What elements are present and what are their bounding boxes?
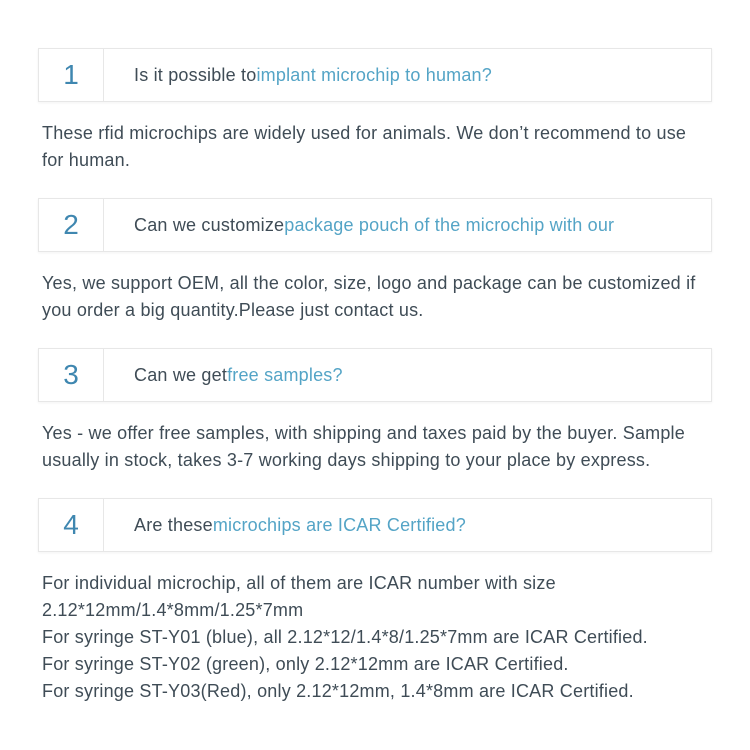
question-plain-text: Are these [134,514,213,535]
answer-line: For syringe ST-Y03(Red), only 2.12*12mm, 1.4*8mm are ICAR Certified. [42,681,634,701]
question-highlight-text[interactable]: implant microchip to human? [256,64,492,85]
question-highlight-text[interactable]: microchips are ICAR Certified? [212,514,466,535]
question-text-3 [104,349,711,401]
question-number-3: 3 [39,349,104,401]
question-plain-text: Can we get [134,364,228,385]
answer-line: These rfid microchips are widely used for animals. We don’t recommend to use for human. [42,123,687,170]
question-plain-text: Can we customize [134,214,285,235]
answer-line: For syringe ST-Y01 (blue), all 2.12*12/1.4*8/1.25*7mm are ICAR Certified. [42,627,648,647]
answer-line: Yes - we offer free samples, with shipping and taxes paid by the buyer. Sample usually in stock, takes 3-7 working days shipping to your place by express. [42,423,685,470]
answer-line: For syringe ST-Y02 (green), only 2.12*12mm are ICAR Certified. [42,654,569,674]
question-number-4: 4 [39,499,104,551]
question-highlight-text[interactable]: free samples? [227,364,343,385]
answer-line: For individual microchip, all of them are ICAR number with size 2.12*12mm/1.4*8mm/1.25*7mm [42,573,556,620]
faq-question-2[interactable] [38,198,712,252]
faq-answer-4 [42,570,710,705]
question-plain-text: Is it possible to [134,64,257,85]
answer-line: Yes, we support OEM, all the color, size, logo and package can be customized if you order a big quantity.Please just contact us. [42,273,696,320]
faq-question-3[interactable] [38,348,712,402]
faq-question-4[interactable] [38,498,712,552]
faq-answer-3 [42,420,710,474]
question-text-4 [104,499,711,551]
faq-question-1[interactable] [38,48,712,102]
faq-answer-1 [42,120,710,174]
faq-answer-2 [42,270,710,324]
question-text-2 [104,199,711,251]
question-number-2: 2 [39,199,104,251]
question-text-1 [104,49,711,101]
question-number-1: 1 [39,49,104,101]
question-highlight-text[interactable]: package pouch of the microchip with our [284,214,615,235]
